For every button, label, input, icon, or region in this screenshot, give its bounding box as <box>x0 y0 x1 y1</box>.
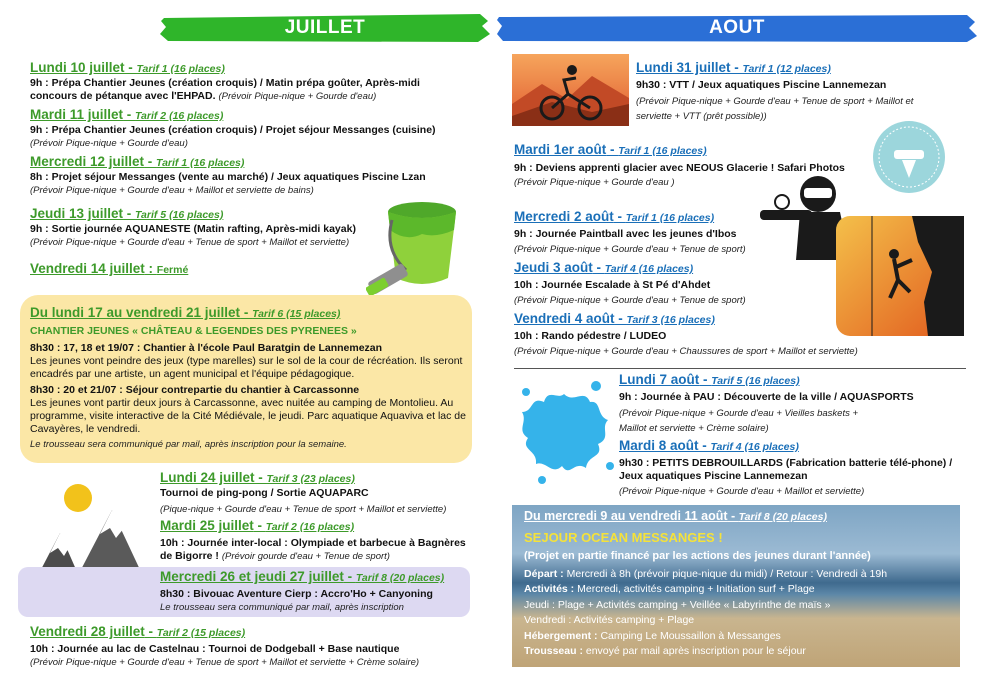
juillet-header: JUILLET <box>160 12 490 44</box>
water-splash-icon <box>512 374 616 486</box>
event-lundi-10-juillet: Lundi 10 juillet - Tarif 1 (16 places) 9h : Prépa Chantier Jeunes (création croquis) / Matin prépa goûter, Après-midi concours de pétanque avec l'EHPAD. (Prévoir Pique-nique + Gourde d'eau) <box>30 60 420 102</box>
neous-logo-icon <box>858 120 960 195</box>
event-mardi-1er-aout: Mardi 1er août - Tarif 1 (16 places) 9h : Deviens apprenti glacier avec NEOUS Glacerie ! Safari Photos (Prévoir Pique-nique + Gourde d'eau ) <box>514 142 845 188</box>
event-mardi-25-juillet: Mardi 25 juillet - Tarif 2 (16 places) 10h : Journée inter-local : Olympiade et barbecue à Bagnères de Bigorre ! (Prévoir gourde d'eau + Tenue de sport) <box>160 518 466 562</box>
aout-header: AOUT <box>497 12 977 44</box>
event-vendredi-4-aout: Vendredi 4 août - Tarif 3 (16 places) 10h : Rando pédestre / LUDEO (Prévoir Pique-nique + Gourde d'eau + Chaussures de sport + Maillot et serviette) <box>514 311 858 357</box>
event-lundi-31-juillet: Lundi 31 juillet - Tarif 1 (12 places) 9h30 : VTT / Jeux aquatiques Piscine Lannemezan (Prévoir Pique-nique + Gourde d'eau + Tenue de sport + Maillot et serviette + VTT (prêt possible)) <box>636 60 914 122</box>
event-mercredi-26-jeudi-27-juillet: Mercredi 26 et jeudi 27 juillet - Tarif 8 (20 places) 8h30 : Bivouac Aventure Cierp : Accro'Ho + Canyoning Le trousseau sera communiqué par mail, après inscription <box>160 569 445 613</box>
event-mardi-8-aout: Mardi 8 août - Tarif 4 (16 places) 9h30 : PETITS DEBROUILLARDS (Fabrication batterie télé-phone) / Jeux aquatiques Piscine Lannemezan (Prévoir Pique-nique + Gourde d'eau + Maillot et serviette) <box>619 438 953 497</box>
sejour-ocean-box: Du mercredi 9 au vendredi 11 août - Tarif 8 (20 places) SEJOUR OCEAN MESSANGES ! (Projet en partie financé par les actions des jeunes durant l'année) Départ : Mercredi à 8h (prévoir pique-nique du midi) / Retour : Vendredi à 19h Activités : Mercredi, activités camping + Initiation surf + Plage Jeudi : Plage + Activités camping + Veillée « Labyrinthe de maïs » Vendredi : Activités camping + Plage Hébergement : Camping Le Moussaillon à Messanges Trousseau : envoyé par mail après inscription pour le séjour <box>512 505 960 667</box>
event-jeudi-3-aout: Jeudi 3 août - Tarif 4 (16 places) 10h : Journée Escalade à St Pé d'Ahdet (Prévoir Pique-nique + Gourde d'eau + Tenue de sport) <box>514 260 746 306</box>
event-vendredi-14-juillet: Vendredi 14 juillet : Fermé <box>30 261 189 276</box>
event-mercredi-12-juillet: Mercredi 12 juillet - Tarif 1 (16 places) 8h : Projet séjour Messanges (vente au marché) / Jeux aquatiques Piscine Lzan (Prévoir Pique-nique + Gourde d'eau + Maillot et serviette de bains) <box>30 154 426 196</box>
event-lundi-7-aout: Lundi 7 août - Tarif 5 (16 places) 9h : Journée à PAU : Découverte de la ville / AQUASPORTS (Prévoir Pique-nique + Gourde d'eau + Vieilles baskets + Maillot et serviette + Crème solaire) <box>619 372 914 434</box>
event-vendredi-28-juillet: Vendredi 28 juillet - Tarif 2 (15 places) 10h : Journée au lac de Castelnau : Tournoi de Dodgeball + Base nautique (Prévoir Pique-nique + Gourde d'eau + Tenue de sport + Maillot et serviette + Crème solaire) <box>30 624 420 668</box>
event-mercredi-2-aout: Mercredi 2 août - Tarif 1 (16 places) 9h : Journée Paintball avec les jeunes d'Ibos (Prévoir Pique-nique + Gourde d'eau + Tenue de sport) <box>514 209 746 255</box>
cyclist-icon <box>512 54 629 126</box>
section-divider <box>514 368 966 369</box>
paint-bucket-icon <box>366 190 466 302</box>
event-jeudi-13-juillet: Jeudi 13 juillet - Tarif 5 (16 places) 9h : Sortie journée AQUANESTE (Matin rafting, Après-midi kayak) (Prévoir Pique-nique + Gourde d'eau + Tenue de sport + Maillot et serviette) <box>30 206 356 248</box>
event-chantier-jeunes: Du lundi 17 au vendredi 21 juillet - Tarif 6 (15 places) CHANTIER JEUNES « CHÂTEAU & LEGENDES DES PYRENEES » 8h30 : 17, 18 et 19/07 : Chantier à l'école Paul Baratgin de Lannemezan Les jeunes vont peindre des jeux (type marelles) sur le sol de la cour de récréation. Ils seront encadrés par une artiste, un agent municipal et l'équipe pédagogique. 8h30 : 20 et 21/07 : Séjour contrepartie du chantier à Carcassonne Les jeunes vont partir deux jours à Carcassonne, avec nuitée au camping de Montolieu. Au programme, visite interactive de la Cité Médiévale, le jeudi. Parc aquatique Aquaviva et lac de Cavayères, le vendredi. Le trousseau sera communiqué par mail, après inscription pour la semaine. <box>30 305 466 450</box>
event-lundi-24-juillet: Lundi 24 juillet - Tarif 3 (23 places) Tournoi de ping-pong / Sortie AQUAPARC (Pique-nique + Gourde d'eau + Tenue de sport + Maillot et serviette) <box>160 470 447 515</box>
event-mardi-11-juillet: Mardi 11 juillet - Tarif 2 (16 places) 9h : Prépa Chantier Jeunes (création croquis) / Projet séjour Messanges (cuisine) (Prévoir Pique-nique + Gourde d'eau) <box>30 107 436 149</box>
